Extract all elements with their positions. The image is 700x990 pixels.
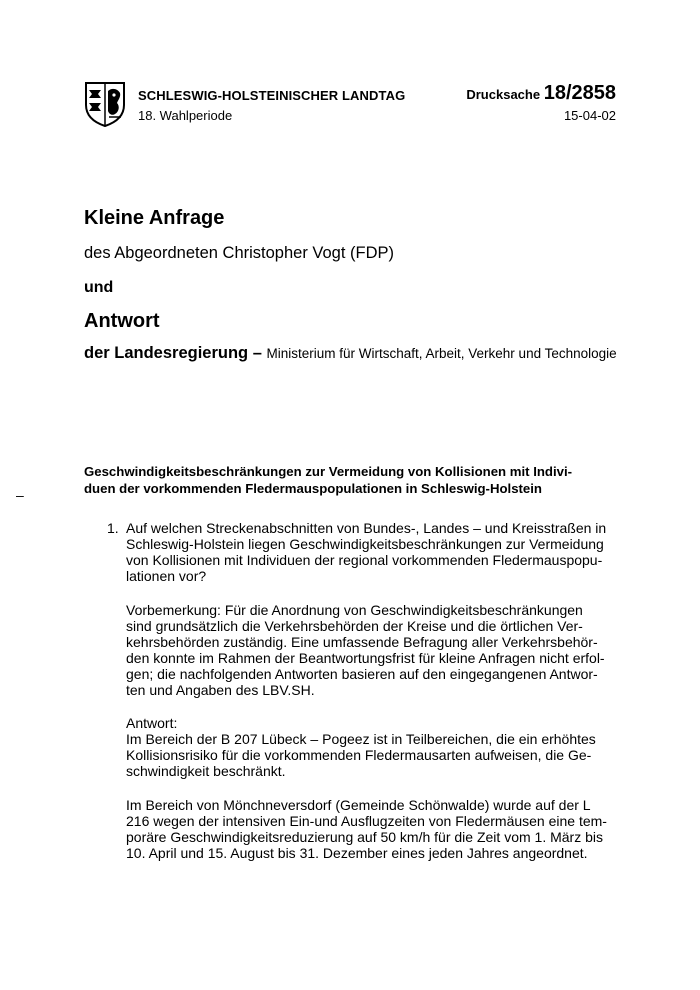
subject-heading [84, 463, 624, 497]
subject-line: duen der vorkommenden Fledermauspopulationen in Schleswig-Holstein [84, 481, 542, 496]
text-line: Kollisionsrisiko für die vorkommenden Fledermausarten aufweisen, die Ge- [126, 747, 592, 763]
document-date: 15-04-02 [563, 108, 616, 123]
legislative-period: 18. Wahlperiode [138, 108, 233, 123]
coat-of-arms-icon [84, 81, 126, 127]
answer-paragraph-1 [126, 731, 631, 779]
author-line: des Abgeordneten Christopher Vogt (FDP) [84, 244, 395, 262]
landesregierung-line [84, 344, 617, 363]
ministry-name: Ministerium für Wirtschaft, Arbeit, Verkehr und Technologie [266, 346, 617, 361]
text-line: 10. April und 15. August bis 31. Dezember eines jeden Jahres angeordnet. [126, 845, 588, 861]
text-line: 216 wegen der intensiven Ein-und Ausflugzeiten von Fledermäusen eine tem- [126, 813, 607, 829]
antwort-heading: Antwort [84, 310, 160, 332]
text-line: von Kollisionen mit Individuen der regional vorkommenden Fledermauspopu- [126, 552, 603, 568]
text-line: ten und Angaben des LBV.SH. [126, 682, 315, 698]
text-line: Auf welchen Streckenabschnitten von Bundes-, Landes – und Kreisstraßen in [126, 520, 607, 536]
landesregierung-label: der Landesregierung – [84, 344, 262, 362]
text-line: Im Bereich der B 207 Lübeck – Pogeez ist in Teilbereichen, die ein erhöhtes [126, 731, 596, 747]
text-line: kehrsbehörden zuständig. Eine umfassende Befragung aller Verkehrsbehör- [126, 634, 598, 650]
subject-line: Geschwindigkeitsbeschränkungen zur Vermeidung von Kollisionen mit Indivi- [84, 464, 573, 479]
text-line: gen; die nachfolgenden Antworten basieren auf den eingegangenen Antwor- [126, 666, 598, 682]
answer-label: Antwort: [126, 715, 178, 731]
margin-mark: – [16, 487, 24, 503]
text-line: schwindigkeit beschränkt. [126, 763, 286, 779]
text-line: den konnte im Rahmen der Beantwortungsfrist für kleine Anfragen nicht erfol- [126, 650, 605, 666]
text-line: Schleswig-Holstein liegen Geschwindigkeitsbeschränkungen zur Vermeidung [126, 536, 604, 552]
question-text [126, 520, 631, 584]
drucksache-reference [466, 82, 616, 105]
und-heading: und [84, 279, 114, 296]
drucksache-number: 18/2858 [543, 82, 616, 104]
kleine-anfrage-heading: Kleine Anfrage [84, 207, 225, 229]
preliminary-remark [126, 602, 631, 698]
text-line: sind grundsätzlich die Verkehrsbehörden der Kreise und die örtlichen Ver- [126, 618, 583, 634]
parliament-name: SCHLESWIG-HOLSTEINISCHER LANDTAG [138, 88, 406, 103]
text-line: poräre Geschwindigkeitsreduzierung auf 50 km/h für die Zeit vom 1. März bis [126, 829, 603, 845]
text-line: Vorbemerkung: Für die Anordnung von Geschwindigkeitsbeschränkungen [126, 602, 583, 618]
answer-paragraph-2 [126, 797, 631, 861]
drucksache-label: Drucksache [466, 87, 541, 102]
text-line: lationen vor? [126, 568, 207, 584]
text-line: Im Bereich von Mönchneversdorf (Gemeinde Schönwalde) wurde auf der L [126, 797, 591, 813]
question-number: 1. [107, 520, 119, 536]
